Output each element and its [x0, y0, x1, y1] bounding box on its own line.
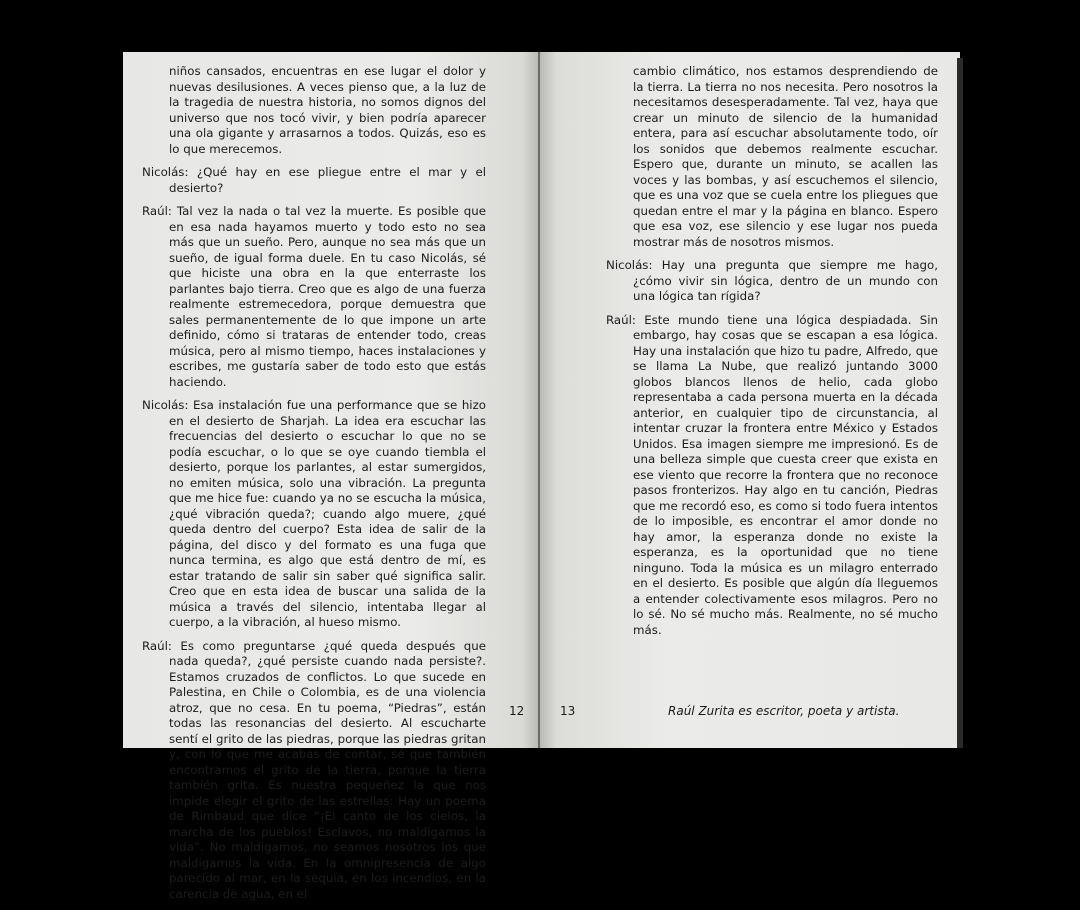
page-edge	[957, 58, 963, 748]
book-spread	[123, 52, 963, 901]
speaker-name: Nicolás:	[142, 165, 189, 179]
paragraph-text: ¿Qué hay en ese pliegue entre el mar y el desierto?	[169, 165, 486, 195]
speaker-name: Raúl:	[142, 638, 172, 653]
paragraph	[142, 639, 486, 903]
paragraph	[606, 258, 938, 305]
paragraph	[142, 64, 486, 157]
paragraph-text: cambio climático, nos estamos desprendiendo de la tierra. La tierra no nos necesita. Pero nosotros la necesitamos desesperadamente. Tal vez, haya que crear un minuto de silencio de la humanidad entera, para así escuchar absolutamente todo, oír los sonidos que debemos realmente escuchar. Espero que, durante un minuto, se acallen las voces y las bombas, y así escuchemos el silencio, que es una voz que se cuela entre los pliegues que quedan entre el mar y la página en blanco. Espero que esa voz, ese silencio y ese lugar nos pueda mostrar más de nosotros mismos.	[633, 64, 938, 249]
right-page	[540, 52, 960, 748]
paragraph-text: Es como preguntarse ¿qué queda después que nada queda?, ¿qué persiste cuando nada persiste?. Estamos cruzados de conflictos. Lo que sucede en Palestina, en Chile o Colombia, es de una violencia atroz, que no cesa. En tu poema, “Piedras”, están todas las resonancias del desierto. Al escucharte sentí el grito de las piedras, porque las piedras gritan y, con lo que me acabas de contar, sé que también encontramos el grito de la tierra, porque la tierra también grita. Es nuestra pequeñez la que nos impide elegir el grito de las estrellas: Hay un poema de Rimbaud que dice “¡El canto de los cielos, la marcha de los pueblos! Esclavos, no maldigamos la vida”. No maldigamos, no seamos nosotros los que maldigamos la vida. En la omnipresencia de algo parecido al mar, en la sequía, en los incendios, en la carencia de agua, en el	[169, 638, 486, 901]
paragraph-text: Esa instalación fue una performance que se hizo en el desierto de Sharjah. La idea era escuchar las frecuencias del desierto o escuchar lo que no se podía escuchar, o lo que se oye cuando tiembla el desierto, porque los parlantes, al estar sumergidos, no emiten música, solo una vibración. La pregunta que me hice fue: cuando ya no se escucha la música, ¿qué vibración queda?; cuando algo muere, ¿qué queda dentro del cuerpo? Esta idea de salir de la página, del disco y del formato es una fuga que nunca termina, es algo que está dentro de mí, es estar tratando de salir sin saber qué significa salir. Creo que en esta idea de buscar una salida de la música a través del silencio, intentaba llegar al cuerpo, a la vibración, al hueso mismo.	[169, 398, 486, 629]
paragraph	[606, 313, 938, 639]
paragraph	[142, 204, 486, 390]
paragraph-text: Hay una pregunta que siempre me hago, ¿cómo vivir sin lógica, dentro de un mundo con una lógica tan rígida?	[633, 258, 939, 303]
author-credit: Raúl Zurita es escritor, poeta y artista.	[668, 704, 900, 718]
paragraph-text: Este mundo tiene una lógica despiadada. Sin embargo, hay cosas que se escapan a esa lógica. Hay una instalación que hizo tu padre, Alfredo, que se llama La Nube, que realizó juntando 3000 globos blancos llenos de helio, cada globo representaba a cada persona muerta en la década anterior, en cualquier tipo de circunstancia, al intentar cruzar la frontera entre México y Estados Unidos. Esa imagen siempre me impresionó. Es de una belleza simple que cuesta creer que exista en ese viento que recorre la frontera que no reconoce pasos fronterizos. Hay algo en tu canción, Piedras que me recordó eso, es como si todo fuera intentos de lo imposible, es encontrar el amor donde no hay amor, la esperanza donde no existe la esperanza, es la oportunidad que no tiene ninguno. Toda la música es un milagro enterrado en el desierto. Es posible que algún día lleguemos a entender colectivamente esos milagros. Pero no lo sé. No sé mucho más. Realmente, no sé mucho más.	[633, 312, 938, 637]
speaker-name: Nicolás:	[142, 398, 189, 412]
speaker-name: Raúl:	[606, 312, 636, 327]
left-page	[123, 52, 539, 901]
paragraph	[606, 64, 938, 250]
page-number: 13	[560, 704, 576, 718]
page-number: 12	[509, 704, 525, 718]
paragraph	[142, 398, 486, 631]
speaker-name: Raúl:	[142, 204, 172, 218]
right-page-text	[606, 64, 938, 646]
left-page-text	[142, 64, 486, 910]
paragraph-text: niños cansados, encuentras en ese lugar el dolor y nuevas desilusiones. A veces pienso que, a la luz de la tragedia de nuestra historia, no somos dignos del universo que nos tocó vivir, y bien podría aparecer una ola gigante y arrasarnos a todos. Quizás, eso es lo que merecemos.	[169, 64, 486, 156]
speaker-name: Nicolás:	[606, 258, 653, 272]
paragraph-text: Tal vez la nada o tal vez la muerte. Es posible que en esa nada hayamos muerto y todo esto no sea más que un sueño. Pero, aunque no sea más que un sueño, de igual forma duele. En tu caso Nicolás, sé que hiciste una obra en la que enterraste los parlantes bajo tierra. Creo que es algo de una fuerza realmente estremecedora, porque demuestra que sales permanentemente de lo que impone un arte definido, cómo si trataras de entender todo, creas música, pero al mismo tiempo, haces instalaciones y escribes, me gustaría saber de todo esto que estás haciendo.	[169, 204, 486, 389]
paragraph	[142, 165, 486, 196]
